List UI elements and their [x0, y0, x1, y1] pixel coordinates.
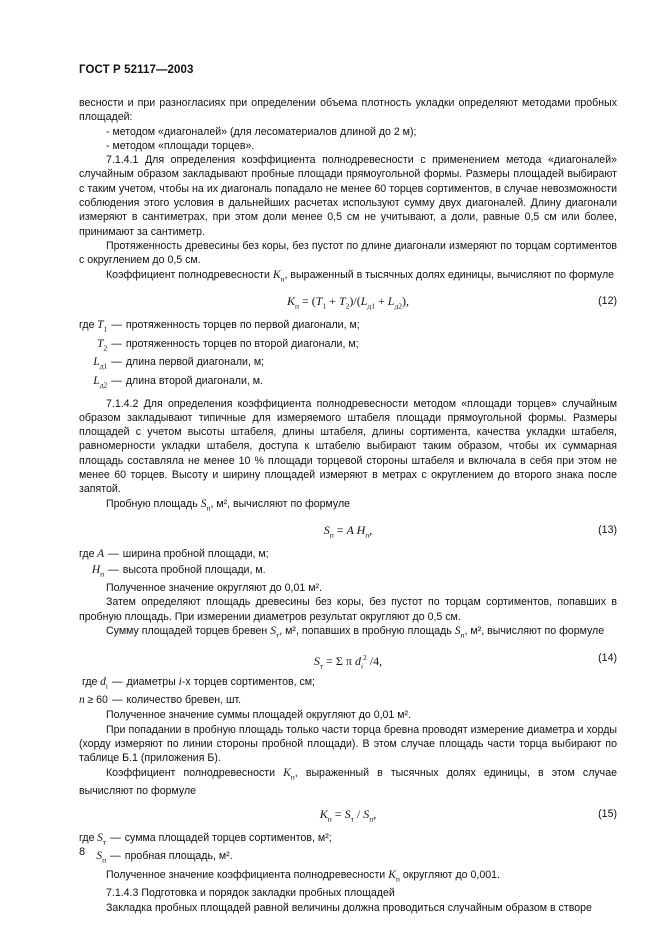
paragraph: Сумму площадей торцев бревен $S_т$, м², попавших в пробную площадь $S_п$, м², вычисляют по формуле [106, 624, 605, 640]
paragraph: Затем определяют площадь древесины без коры, без пустот по торцам сортиментов, попавших в пробную площадь. При измерении диаметров результат округляют до 0,5 см. [79, 596, 617, 623]
formula-12: $K_п = (T_1 + T_2)/(L_{д1} + L_{д2})$, (12) [286, 294, 617, 311]
formula-15: $K_п = S_т / S_п$, (15) [319, 806, 617, 823]
legend-15: где $S_т$ — сумма площадей торцев сортиментов, м²; $S_п$ — пробная площадь, м². [79, 831, 332, 865]
paragraph: весности и при разногласиях при определении объема плотность укладки определяют методами пробных площадей: [79, 97, 617, 124]
paragraph: 7.1.4.2 Для определения коэффициента полнодревесности методом «площади торцев» случайным образом закладывают типичные для измеряемого штабеля площади прямоугольной формы. Размеры площадей с учетом высоты штабеля, длины штабеля, длины сортимента, качества укладки штабеля, равномерности укладки штабеля, доступа к штабелю выбирают таким образом, чтобы их суммарная площадь составляла не менее 10 % площади торцевой стороны штабеля и включала в себя при этом не менее 60 торцев. Высоту и ширину площадей измеряют в метрах с округлением до второго знака после запятой. [79, 397, 617, 496]
list-item: - методом «площади торцев». [106, 139, 255, 152]
document-body [79, 96, 617, 915]
formula-number: (13) [598, 524, 617, 537]
formula-number: (14) [598, 651, 617, 664]
paragraph: При попадании в пробную площадь только части торца бревна проводят измерение диаметра и хорды (хорду измеряют по линии стороны пробной площади). В этом случае площадь части торца выбирают по таблице Б.1 (приложения Б). [79, 723, 617, 765]
paragraph: Протяженность древесины без коры, без пустот по длине диагонали измеряют по торцам сортиментов с округлением до 0,5 см. [79, 239, 617, 267]
paragraph: Коэффициент полнодревесности $K_п$, выраженный в тысячных долях единицы, вычисляют по формуле [106, 268, 615, 283]
formula-14: $S_т = \Sigma$ π $d_i^2$ /4, (14) [313, 651, 617, 670]
formula-number: (12) [598, 295, 617, 308]
formula-13: $S_п = A$ $H_п$, (13) [323, 523, 617, 540]
paragraph: Закладка пробных площадей равной величины должна проводиться случайным образом в створе [106, 901, 592, 914]
paragraph: Полученное значение коэффициента полнодревесности $K_п$ округляют до 0,001. [106, 868, 500, 884]
paragraph: Коэффициент полнодревесности $K_п$, выраженный в тысячных долях единицы, в этом случае вычисляют по формуле [79, 766, 617, 798]
paragraph: 7.1.4.1 Для определения коэффициента полнодревесности с применением метода «диагоналей» случайным образом закладывают пробные площади прямоугольной формы. Размеры площадей выбирают с таким учетом, чтобы на их диагональ попадало не менее 60 торцев сортиментов, в случае невозможности соблюдения этого условия в дальнейших расчетах используют сумму двух диагоналей. Длину диагонали измеряют в сантиметрах, при этом доли менее 0,5 см не учитывают, а доли, равные 0,5 см или более, принимают за сантиметр. [79, 154, 617, 238]
legend-13: где A — ширина пробной площади, м; $H_п$ — высота пробной площади, м. [79, 548, 269, 578]
document-header: ГОСТ Р 52117—2003 [79, 64, 194, 76]
page-number: 8 [79, 846, 86, 858]
paragraph: Пробную площадь $S_п$, м², вычисляют по формуле [106, 497, 351, 512]
formula-number: (15) [598, 807, 617, 820]
legend-14: где $d_i$ — диаметры i-х торцев сортиментов, см; n ≥ 60 — количество бревен, шт. [79, 675, 315, 707]
legend-12: где $T_1$ — протяженность торцев по первой диагонали, м; $T_2$ — протяженность торцев по второй диагонали, м; $L_{д1}$ — длина первой диагонали, м; $L_{д2}$ — длина второй диагонали, м. [79, 319, 360, 390]
paragraph: Полученное значение суммы площадей округляют до 0,01 м². [106, 709, 412, 722]
list-item: - методом «диагоналей» (для лесоматериалов длиной до 2 м); [106, 125, 417, 138]
subsection-heading: 7.1.4.3 Подготовка и порядок закладки пробных площадей [106, 887, 395, 900]
paragraph: Полученное значение округляют до 0,01 м². [106, 582, 322, 595]
